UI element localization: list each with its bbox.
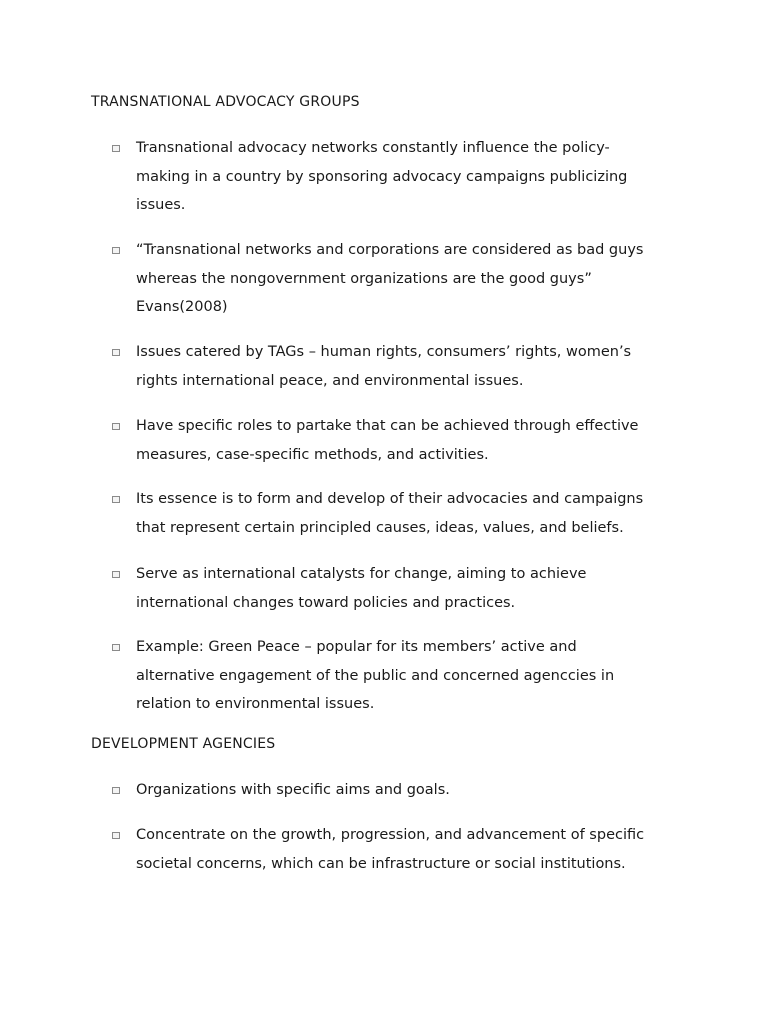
list-item-text: Issues catered by TAGs – human rights, consumers’ rights, women’s rights international peace, and environmental issues. <box>136 344 632 389</box>
square-bullet-icon <box>112 496 120 503</box>
list-item-text: “Transnational networks and corporations are considered as bad guys whereas the nongovernment organizations are the good guys” Evans(2008) <box>136 242 644 315</box>
square-bullet-icon <box>112 349 120 356</box>
list-item-text: Organizations with specific aims and goals. <box>136 782 450 798</box>
list-item-text: Its essence is to form and develop of their advocacies and campaigns that represent certain principled causes, ideas, values, and beliefs. <box>136 491 644 536</box>
square-bullet-icon <box>112 571 120 578</box>
list-item-text: Serve as international catalysts for change, aiming to achieve international changes toward policies and practices. <box>136 566 587 611</box>
list-item-text: Concentrate on the growth, progression, and advancement of specific societal concerns, which can be infrastructure or social institutions. <box>136 827 645 872</box>
square-bullet-icon <box>112 787 120 794</box>
section-heading-development-agencies: DEVELOPMENT AGENCIES <box>91 736 276 752</box>
square-bullet-icon <box>112 832 120 839</box>
square-bullet-icon <box>112 247 120 254</box>
section-heading-tags: TRANSNATIONAL ADVOCACY GROUPS <box>91 94 360 110</box>
square-bullet-icon <box>112 423 120 430</box>
square-bullet-icon <box>112 644 120 651</box>
list-item-text: Example: Green Peace – popular for its members’ active and alternative engagement of the public and concerned agenccies in relation to environmental issues. <box>136 639 615 712</box>
list-item-text: Transnational advocacy networks constantly influence the policy- making in a country by sponsoring advocacy campaigns publicizing issues. <box>136 140 628 213</box>
list-item-text: Have specific roles to partake that can be achieved through effective measures, case-specific methods, and activities. <box>136 418 639 463</box>
square-bullet-icon <box>112 145 120 152</box>
